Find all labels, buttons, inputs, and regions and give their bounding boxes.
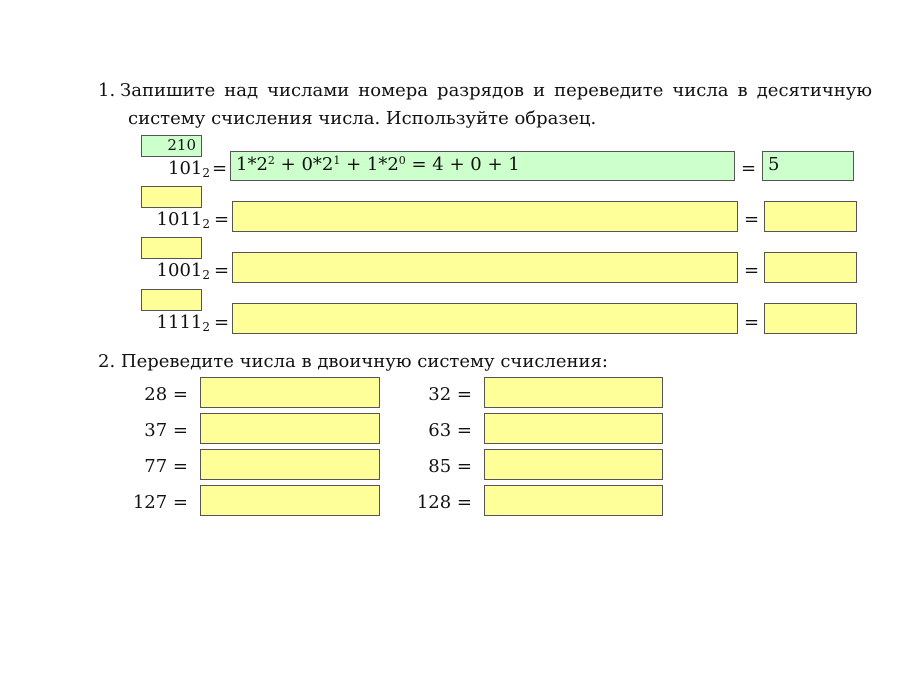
equals-1011: = [214,209,230,230]
binary-answer-input-63[interactable] [484,413,663,444]
task2-title: 2. Переведите числа в двоичную систему счисления: [98,351,608,372]
binary-answer-input-28[interactable] [200,377,380,408]
example-base: 2 [202,166,210,180]
example-equals: = [212,158,228,179]
digit-positions-input-1011[interactable] [141,186,202,208]
decimal-label-37: 37 = [144,420,188,441]
term-2: $1*2^0$ [366,154,406,175]
equals2-1001: = [744,260,760,281]
binary-number-1001: $1001_2$ [156,260,210,282]
digit-positions-input-1001[interactable] [141,237,202,259]
binary-answer-input-127[interactable] [200,485,380,516]
example-digit-positions: 210 [141,135,202,157]
result-input-1111[interactable] [764,303,857,334]
term-1: $0*2^1$ + [301,154,367,175]
binary-answer-input-32[interactable] [484,377,663,408]
term-0: $1*2^2$ + [236,154,302,175]
binary-answer-input-77[interactable] [200,449,380,480]
equals2-1111: = [744,312,760,333]
result-input-1011[interactable] [764,201,857,232]
equals-1111: = [214,312,230,333]
decimal-label-127: 127 = [132,492,188,513]
equals2-1011: = [744,209,760,230]
binary-number-1011: $1011_2$ [156,209,210,231]
expansion-input-1001[interactable] [232,252,738,283]
decimal-label-77: 77 = [144,456,188,477]
decimal-label-63: 63 = [428,420,472,441]
decimal-label-85: 85 = [428,456,472,477]
task1-text-line2: систему счисления числа. Используйте образец. [128,108,597,129]
example-expansion [230,151,735,181]
example-result: 5 [762,151,854,181]
digit-positions-input-1111[interactable] [141,289,202,311]
decimal-label-128: 128 = [416,492,472,513]
decimal-label-32: 32 = [428,384,472,405]
task1-number: 1. [98,80,116,101]
expansion-input-1111[interactable] [232,303,738,334]
expansion-input-1011[interactable] [232,201,738,232]
binary-answer-input-128[interactable] [484,485,663,516]
binary-number-1111: $1111_2$ [156,312,210,334]
binary-answer-input-85[interactable] [484,449,663,480]
result-input-1001[interactable] [764,252,857,283]
example-equals-2: = [741,158,757,179]
task1-text-line1: Запишите над числами номера разрядов и переведите числа в десятичную [120,80,872,101]
equals-1001: = [214,260,230,281]
example-binary-number: $101_2$ [168,158,210,180]
binary-answer-input-37[interactable] [200,413,380,444]
expansion-tail: = 4 + 0 + 1 [405,154,520,175]
decimal-label-28: 28 = [144,384,188,405]
